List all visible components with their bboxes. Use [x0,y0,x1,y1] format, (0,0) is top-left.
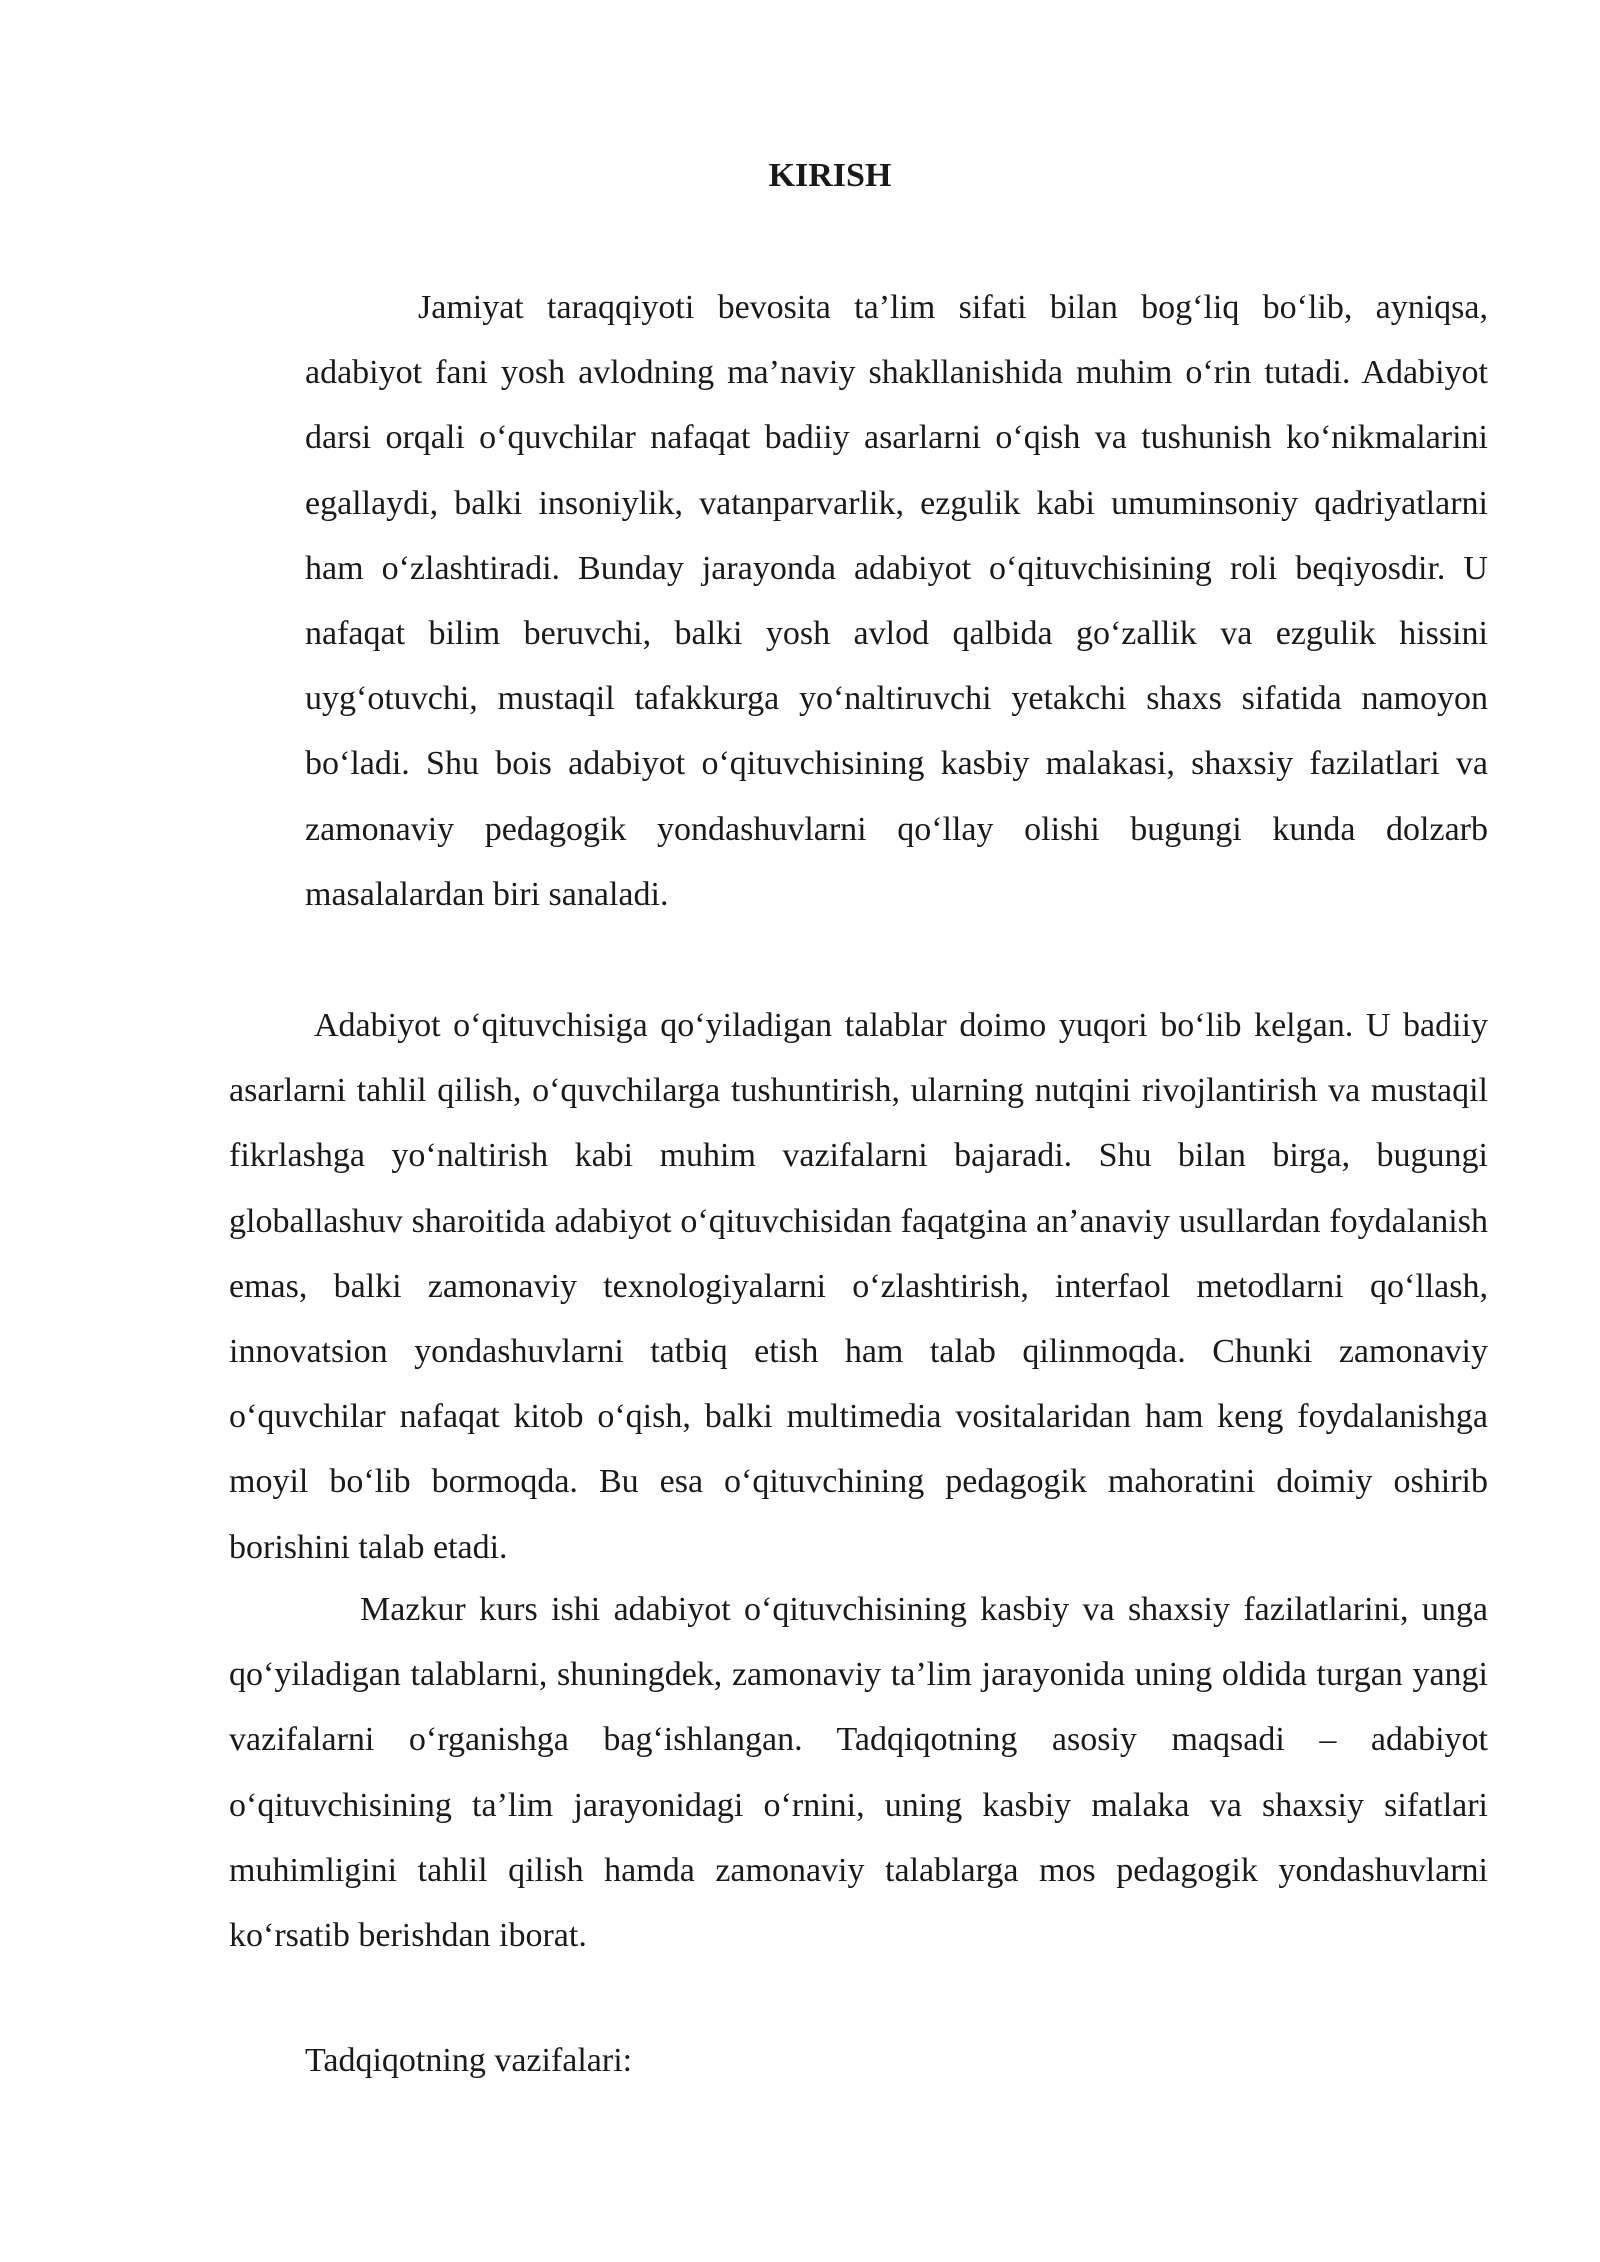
paragraph-1: Jamiyat taraqqiyoti bevosita ta’lim sifati bilan bog‘liq bo‘lib, ayniqsa, adabiyot fani yosh avlodning ma’naviy shakllanishida muhim o‘rin tutadi. Adabiyot darsi orqali o‘quvchilar nafaqat badiiy asarlarni o‘qish va tushunish ko‘nikmalarini egallaydi, balki insoniylik, vatanparvarlik, ezgulik kabi umuminsoniy qadriyatlarni ham o‘zlashtiradi. Bunday jarayonda adabiyot o‘qituvchisining roli beqiyosdir. U nafaqat bilim beruvchi, balki yosh avlod qalbida go‘zallik va ezgulik hissini uyg‘otuvchi, mustaqil tafakkurga yo‘naltiruvchi yetakchi shaxs sifatida namoyon bo‘ladi. Shu bois adabiyot o‘qituvchisining kasbiy malakasi, shaxsiy fazilatlari va zamonaviy pedagogik yondashuvlarni qo‘llay olishi bugungi kunda dolzarb masalalardan biri sanaladi. [305,289,1488,913]
paragraph-2: Adabiyot o‘qituvchisiga qo‘yiladigan talablar doimo yuqori bo‘lib kelgan. U badiiy asarlarni tahlil qilish, o‘quvchilarga tushuntirish, ularning nutqini rivojlantirish va mustaqil fikrlashga yo‘naltirish kabi muhim vazifalarni bajaradi. Shu bilan birga, bugungi globallashuv sharoitida adabiyot o‘qituvchisidan faqatgina an’anaviy usullardan foydalanish emas, balki zamonaviy texnologiyalarni o‘zlashtirish, interfaol metodlarni qo‘llash, innovatsion yondashuvlarni tatbiq etish ham talab qilinmoqda. Chunki zamonaviy o‘quvchilar nafaqat kitob o‘qish, balki multimedia vositalaridan ham keng foydalanishga moyil bo‘lib bormoqda. Bu esa o‘qituvchining pedagogik mahoratini doimiy oshirib borishini talab etadi. [229,1007,1488,1566]
paragraph-3: Mazkur kurs ishi adabiyot o‘qituvchisining kasbiy va shaxsiy fazilatlarini, unga qo‘yiladigan talablarni, shuningdek, zamonaviy ta’lim jarayonida uning oldida turgan yangi vazifalarni o‘rganishga bag‘ishlangan. Tadqiqotning asosiy maqsadi – adabiyot o‘qituvchisining ta’lim jarayonidagi o‘rnini, uning kasbiy malaka va shaxsiy sifatlari muhimligini tahlil qilish hamda zamonaviy talablarga mos pedagogik yondashuvlarni ko‘rsatib berishdan iborat. [229,1591,1488,1955]
page-title: KIRISH [768,157,892,194]
section-subheading: Tadqiqotning vazifalari: [305,2042,633,2079]
